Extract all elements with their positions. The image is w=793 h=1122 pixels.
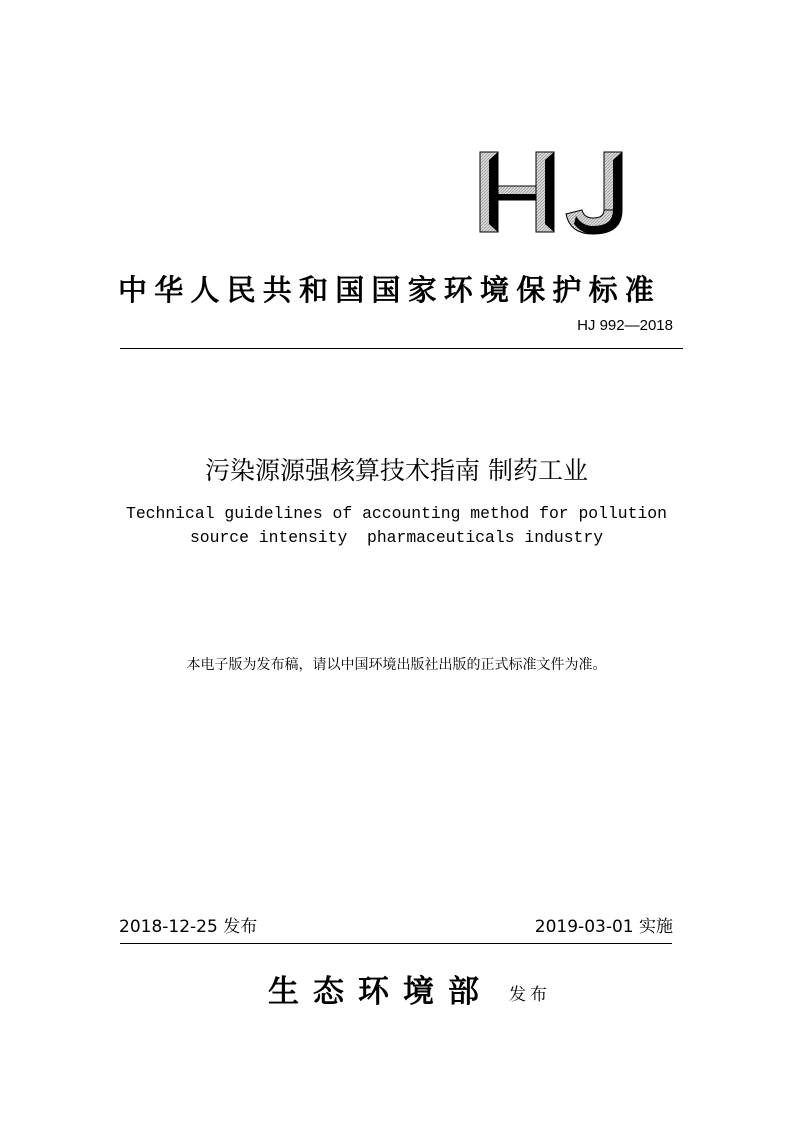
publish-date: 2018-12-25 发布 <box>119 917 258 937</box>
title-chinese: 污染源源强核算技术指南 制药工业 <box>205 456 588 485</box>
title-english-line1: Technical guidelines of accounting method for pollution <box>126 504 667 523</box>
header-divider <box>120 348 683 349</box>
standard-category: 中华人民共和国国家环境保护标准 <box>118 273 662 307</box>
standard-number: HJ 992—2018 <box>577 317 673 334</box>
effective-date: 2019-03-01 实施 <box>534 917 673 937</box>
hj-logo <box>478 148 628 236</box>
footer-divider <box>120 943 672 944</box>
issuer-suffix: 发布 <box>509 985 551 1005</box>
notice-text: 本电子版为发布稿，请以中国环境出版社出版的正式标准文件为准。 <box>186 657 607 673</box>
title-english-line2: source intensity pharmaceuticals industry <box>189 528 604 547</box>
issuer-name: 生态环境部 <box>268 974 493 1010</box>
